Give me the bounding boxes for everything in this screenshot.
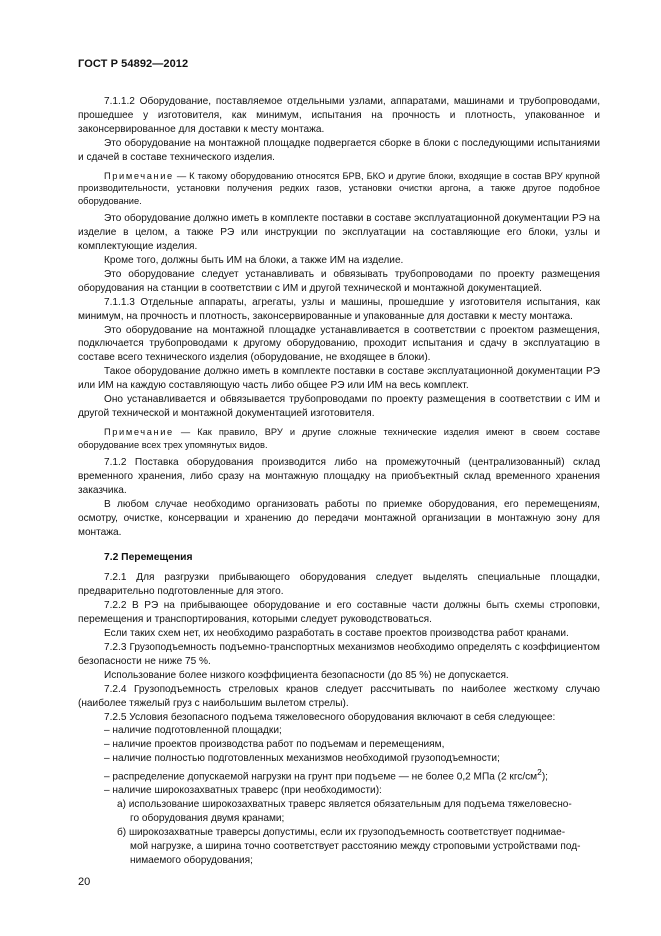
paragraph: 7.1.2 Поставка оборудования производится либо на промежуточный (централизованный) склад временного хранения, либо сразу на монтажную площадку на приобъектный склад временного хранения заказчика. xyxy=(78,457,600,496)
paragraph: Если таких схем нет, их необходимо разработать в составе проектов производства работ кранами. xyxy=(104,628,569,640)
sub-item-b xyxy=(78,826,600,868)
document-header: ГОСТ Р 54892—2012 xyxy=(78,58,189,70)
paragraph: Кроме того, должны быть ИМ на блоки, а также ИМ на изделие. xyxy=(104,255,404,267)
paragraph: 7.2.1 Для разгрузки прибывающего оборудования следует выделять специальные площадки, предварительно подготовленные для этого. xyxy=(78,572,600,598)
note-label: Примечание xyxy=(104,170,174,181)
paragraph: 7.2.2 В РЭ на прибывающее оборудование и его составные части должны быть схемы строповки, перемещения и транспортирования, которыми следует руководствоваться. xyxy=(78,600,600,626)
paragraph: В любом случае необходимо организовать работы по приемке оборудования, его перемещениям, осмотру, очистке, консервации и хранению до передачи монтажной организации в монтажную зону для монтажа. xyxy=(78,498,600,538)
sub-item-lead: б) широкозахватные траверсы допустимы, если их грузоподъемность соответствует поднимае- xyxy=(117,827,566,839)
section-heading: 7.2 Перемещения xyxy=(104,551,193,563)
list-item: – наличие подготовленной площадки; xyxy=(104,725,282,737)
sub-item-cont: мой нагрузке, а ширина точно соответствует расстоянию между строповыми устройствами под- xyxy=(130,841,581,853)
paragraph: Это оборудование на монтажной площадке подвергается сборке в блоки с последующими испытаниями и сдачей в составе технического изделия. xyxy=(78,137,600,163)
note xyxy=(78,426,600,451)
list-item: – наличие полностью подготовленных механизмов необходимой грузоподъемности; xyxy=(104,753,500,765)
paragraph: Это оборудование на монтажной площадке устанавливается в соответствии с проектом размещения, подключается трубопроводами к другому оборудованию, проходит испытания и сдачу в эксплуатацию в составе всего технического изделия (оборудование, не входящее в блоки). xyxy=(78,324,600,364)
note-text: — К такому оборудованию относятся БРВ, БКО и другие блоки, входящие в состав ВРУ крупной производительности, установки получения редких газов, установки очистки аргона, а также другое подобное оборудование. xyxy=(78,170,600,206)
note xyxy=(78,170,600,208)
paragraph: Использование более низкого коэффициента безопасности (до 85 %) не допускается. xyxy=(104,669,509,681)
sub-item-a xyxy=(78,798,600,826)
paragraph: 7.1.1.2 Оборудование, поставляемое отдельными узлами, аппаратами, машинами и трубопроводами, прошедшее у изготовителя, как минимум, испытания на прочность и плотность, упакованное и законсервированное для доставки к месту монтажа. xyxy=(78,96,600,135)
sub-item-lead: а) использование широкозахватных траверс является обязательным для подъема тяжеловесно- xyxy=(117,799,572,811)
sub-item-cont: го оборудования двумя кранами; xyxy=(130,813,285,825)
sub-item-cont: нимаемого оборудования; xyxy=(130,854,253,866)
list-item: – наличие широкозахватных траверс (при необходимости): xyxy=(104,785,382,797)
paragraph: 7.2.4 Грузоподъемность стреловых кранов следует рассчитывать по наиболее жесткому случаю (наиболее тяжелый груз с наибольшим вылетом стрелы). xyxy=(78,683,600,709)
document-body xyxy=(78,95,600,868)
paragraph: 7.1.1.3 Отдельные аппараты, агрегаты, узлы и машины, прошедшие у изготовителя испытания, как минимум, на прочность и плотность, законсервированные и упакованные для доставки к месту монтажа. xyxy=(78,296,600,322)
paragraph: Это оборудование следует устанавливать и обвязывать трубопроводами по проекту размещения оборудования на станции в соответствии с ИМ и другой технической и монтажной документацией. xyxy=(78,268,600,294)
list-item-text: – распределение допускаемой нагрузки на грунт при подъеме — не более 0,2 МПа (2 кгс/см xyxy=(104,771,538,783)
list-item: – наличие проектов производства работ по подъемам и перемещениям, xyxy=(104,739,445,751)
page-number: 20 xyxy=(78,876,91,888)
paragraph: Оно устанавливается и обвязывается трубопроводами по проекту размещения в соответствии с ИМ и другой технической и монтажной документацией изготовителя. xyxy=(78,394,600,419)
superscript: 2 xyxy=(537,767,542,778)
paragraph: 7.2.3 Грузоподъемность подъемно-транспортных механизмов необходимо определять с коэффициентом безопасности не ниже 75 %. xyxy=(78,641,600,667)
note-label: Примечание xyxy=(104,426,174,437)
paragraph: Это оборудование должно иметь в комплекте поставки в составе эксплуатационной документации РЭ на изделие в целом, а также РЭ или инструкции по эксплуатации на составляющие его блоки, узлы и комплектующие изделия. xyxy=(78,213,600,253)
paragraph: 7.2.5 Условия безопасного подъема тяжеловесного оборудования включают в себя следующее: xyxy=(104,711,556,723)
paragraph: Такое оборудование должно иметь в комплекте поставки в составе эксплуатационной документации РЭ или ИМ на каждую составляющую часть либо общее РЭ или ИМ на весь комплект. xyxy=(78,366,600,392)
list-item xyxy=(78,766,600,784)
note-text: — Как правило, ВРУ и другие сложные технические изделия имеют в своем составе оборудование всех трех упомянутых видов. xyxy=(78,426,600,450)
list-item-end: ); xyxy=(541,771,548,783)
